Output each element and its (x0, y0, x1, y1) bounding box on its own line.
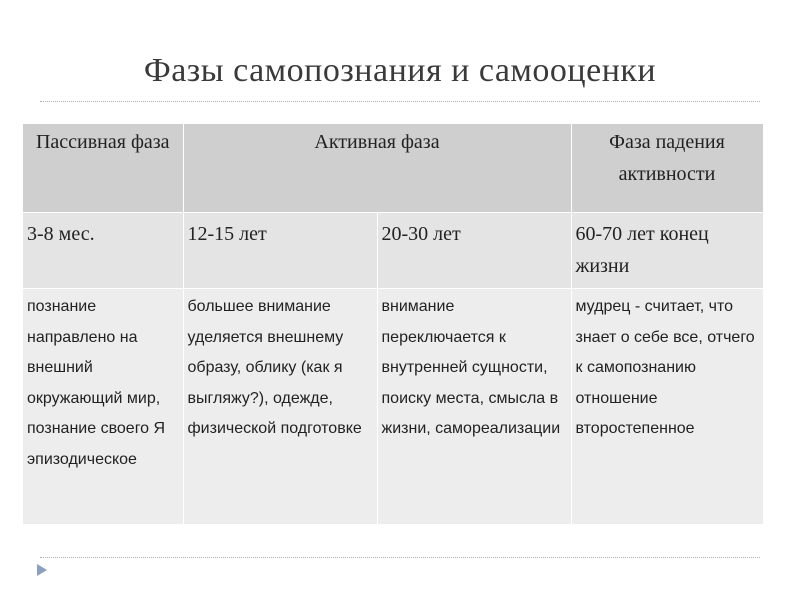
title-divider (40, 101, 760, 102)
header-passive-phase: Пассивная фаза (23, 124, 183, 213)
phases-table (23, 124, 764, 525)
age-cell: 60-70 лет конец жизни (571, 213, 763, 289)
header-active-phase: Активная фаза (183, 124, 571, 213)
table-description-row (23, 289, 763, 525)
description-cell: мудрец - считает, что знает о себе все, отчего к самопознанию отношение второстепенное (571, 289, 763, 525)
description-cell: познание направлено на внешний окружающий мир, познание своего Я эпизодическое (23, 289, 183, 525)
table-header-row (23, 124, 763, 213)
description-cell: внимание переключается к внутренней сущности, поиску места, смысла в жизни, самореализации (377, 289, 571, 525)
slide-title: Фазы самопознания и самооценки (143, 52, 657, 89)
age-cell: 3-8 мес. (23, 213, 183, 289)
triangle-bullet-icon (36, 563, 48, 577)
table-age-row (23, 213, 763, 289)
age-cell: 12-15 лет (183, 213, 377, 289)
description-cell: большее внимание уделяется внешнему образу, облику (как я выгляжу?), одежде, физической подготовке (183, 289, 377, 525)
header-decline-phase: Фаза падения активности (571, 124, 763, 213)
age-cell: 20-30 лет (377, 213, 571, 289)
footer-divider (40, 557, 760, 558)
